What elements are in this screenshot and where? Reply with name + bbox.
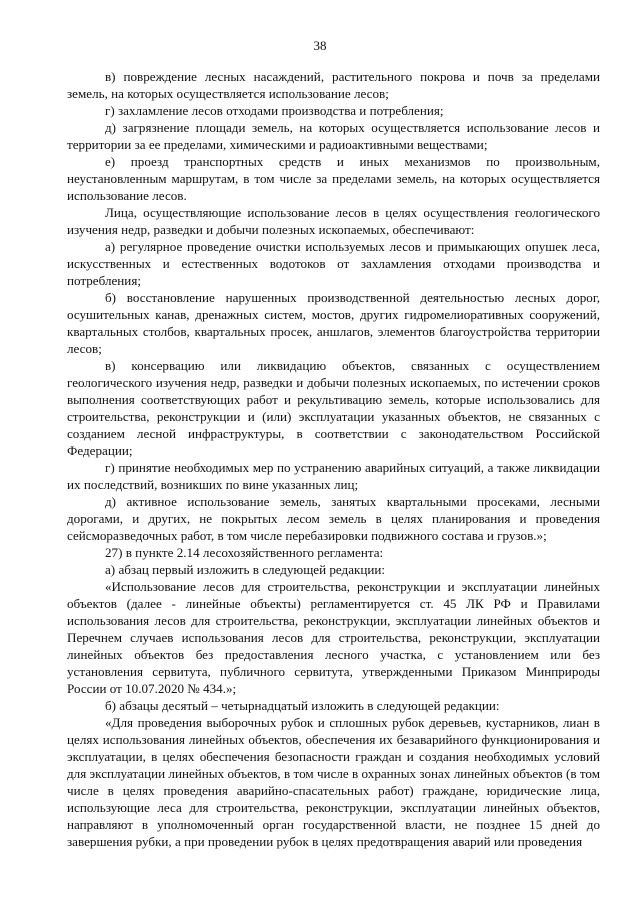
paragraph: г) захламление лесов отходами производства и потребления;	[105, 103, 444, 118]
paragraph: а) регулярное проведение очистки используемых лесов и примыкающих опушек леса, искусственных и естественных водотоков от захламления отходами производства и потребления;	[67, 239, 600, 288]
page-number: 38	[313, 38, 327, 53]
paragraph: 27) в пункте 2.14 лесохозяйственного регламента:	[105, 545, 384, 560]
paragraph: е) проезд транспортных средств и иных механизмов по произвольным, неустановленным маршрутам, в том числе за пределами земель, на которых осуществляется использование лесов.	[67, 154, 600, 203]
paragraph: а) абзац первый изложить в следующей редакции:	[105, 562, 386, 577]
paragraph: б) восстановление нарушенных производственной деятельностью лесных дорог, осушительных канав, дренажных систем, мостов, других гидромелиоративных сооружений, квартальных столбов, квартальных просек, аншлагов, элементов благоустройства территории лесов;	[67, 290, 600, 356]
paragraph: «Использование лесов для строительства, реконструкции и эксплуатации линейных объектов (далее - линейные объекты) регламентируется ст. 45 ЛК РФ и Правилами использования лесов для строительства, реконструкции, эксплуатации линейных объектов и Перечнем случаев использования лесов для строительства, реконструкции, эксплуатации линейных объектов без предоставления лесного участка, с установлением или без установления сервитута, публичного сервитута, утвержденными Приказом Минприроды России от 10.07.2020 № 434.»;	[67, 579, 600, 696]
paragraph: г) принятие необходимых мер по устранению аварийных ситуаций, а также ликвидации их последствий, возникших по вине указанных лиц;	[67, 460, 600, 492]
paragraph: в) консервацию или ликвидацию объектов, связанных с осуществлением геологического изучения недр, разведки и добычи полезных ископаемых, по истечении сроков выполнения соответствующих работ и рекультивацию земель, которые использовались для строительства, реконструкции и (или) эксплуатации указанных объектов, не связанных с созданием лесной инфраструктуры, в соответствии с законодательством Российской Федерации;	[67, 358, 600, 458]
paragraph: д) загрязнение площади земель, на которых осуществляется использование лесов и территории за ее пределами, химическими и радиоактивными веществами;	[67, 120, 600, 152]
paragraph: д) активное использование земель, занятых квартальными просеками, лесными дорогами, и других, не покрытых лесом земель в целях планирования и проведения сейсморазведочных работ, в том числе перебазировки подвижного состава и грузов.»;	[67, 494, 600, 543]
document-body	[67, 68, 600, 850]
paragraph: Лица, осуществляющие использование лесов в целях осуществления геологического изучения недр, разведки и добычи полезных ископаемых, обеспечивают:	[67, 205, 600, 237]
paragraph: б) абзацы десятый – четырнадцатый изложить в следующей редакции:	[105, 698, 500, 713]
paragraph: «Для проведения выборочных рубок и сплошных рубок деревьев, кустарников, лиан в целях использования линейных объектов, обеспечения их безаварийного функционирования и эксплуатации, в целях обеспечения безопасности граждан и создания необходимых условий для эксплуатации линейных объектов, в том числе в охранных зонах линейных объектов (в том числе в целях проведения аварийно-спасательных работ) граждане, юридические лица, использующие леса для строительства, реконструкции, эксплуатации линейных объектов, направляют в уполномоченный орган государственной власти, не позднее 15 дней до завершения рубки, а при проведении рубок в целях предотвращения аварий или проведения	[67, 715, 600, 849]
paragraph: в) повреждение лесных насаждений, растительного покрова и почв за пределами земель, на которых осуществляется использование лесов;	[67, 69, 600, 101]
